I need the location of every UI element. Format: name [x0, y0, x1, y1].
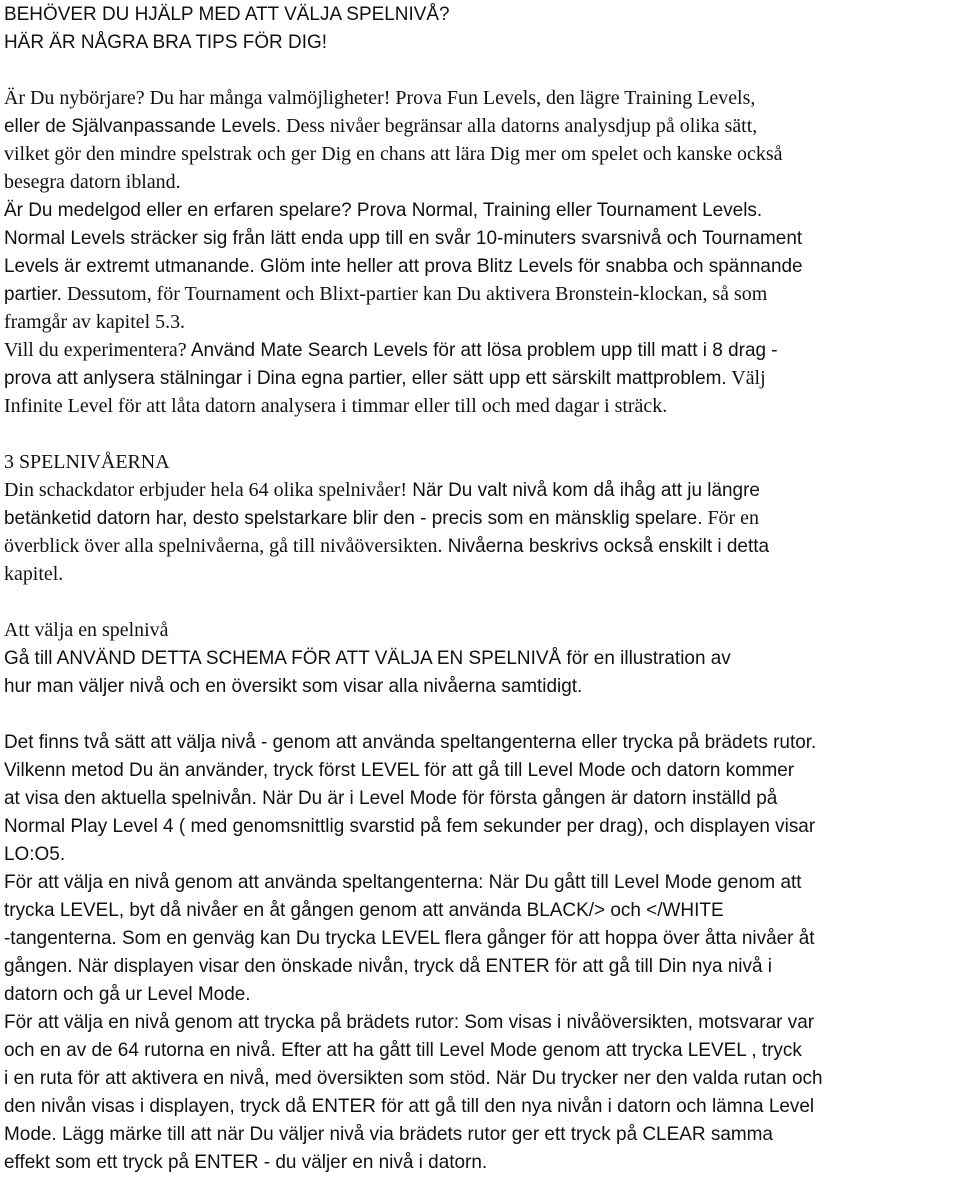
levels-heading: [4, 448, 956, 476]
board-text-5: Mode. Lägg märke till att när Du väljer nivå via brädets rutor ger ett tryck på CLEAR samma: [4, 1124, 773, 1145]
header-line-1: [4, 0, 956, 28]
keys-line-1: [4, 868, 956, 896]
intermediate-text-2: Normal Levels sträcker sig från lätt enda upp till en svår 10-minuters svarsnivå och Tournament: [4, 228, 803, 249]
document-page: [4, 0, 956, 1176]
levels-text-2b: För en: [702, 507, 759, 529]
spacer: [4, 588, 956, 616]
board-line-2: [4, 1036, 956, 1064]
experiment-line-3: [4, 392, 956, 420]
board-text-2: och en av de 64 rutorna en nivå. Efter att ha gått till Level Mode genom att trycka LEVEL , tryck: [4, 1040, 802, 1061]
intermediate-line-3: [4, 252, 956, 280]
intermediate-text-4b: Dessutom, för Tournament och Blixt-partier kan Du aktivera Bronstein-klockan, så som: [61, 283, 768, 305]
keys-line-5: [4, 980, 956, 1008]
intermediate-text-5: framgår av kapitel 5.3.: [4, 311, 186, 333]
beginner-text-1: Är Du nybörjare? Du har många valmöjligheter! Prova Fun Levels, den lägre Training Levels,: [4, 87, 756, 109]
levels-line-1: [4, 476, 956, 504]
board-text-3: i en ruta för att aktivera en nivå, med översikten som stöd. När Du trycker ner den valda rutan och: [4, 1068, 823, 1089]
levels-heading-text: 3 SPELNIVÅERNA: [4, 451, 170, 473]
experiment-text-2a: prova att anlysera stälningar i Dina egna partier, eller sätt upp ett särskilt mattproblem.: [4, 368, 727, 389]
intermediate-text-4a: partier.: [4, 284, 62, 305]
keys-text-1: För att välja en nivå genom att använda speltangenterna: När Du gått till Level Mode genom att: [4, 872, 802, 893]
spacer: [4, 56, 956, 84]
board-line-5: [4, 1120, 956, 1148]
beginner-text-4: besegra datorn ibland.: [4, 171, 181, 193]
choose-line-1: [4, 644, 956, 672]
beginner-text-2a: eller de Självanpassande Levels.: [4, 116, 282, 137]
experiment-text-1a: Vill du experimentera?: [4, 339, 187, 361]
levels-line-4: [4, 560, 956, 588]
levels-text-3b: Nivåerna beskrivs också enskilt i detta: [442, 536, 770, 557]
methods-line-3: [4, 784, 956, 812]
choose-text-2: hur man väljer nivå och en översikt som visar alla nivåerna samtidigt.: [4, 676, 583, 697]
beginner-line-1: [4, 84, 956, 112]
keys-line-4: [4, 952, 956, 980]
intermediate-line-5: [4, 308, 956, 336]
intermediate-text-3: Levels är extremt utmanande. Glöm inte heller att prova Blitz Levels för snabba och spännande: [4, 256, 803, 277]
choose-text-1: Gå till ANVÄND DETTA SCHEMA FÖR ATT VÄLJA EN SPELNIVÅ för en illustration av: [4, 648, 731, 669]
intermediate-line-4: [4, 280, 956, 308]
methods-text-2: Vilkenn metod Du än använder, tryck först LEVEL för att gå till Level Mode och datorn kommer: [4, 760, 795, 781]
experiment-text-2b: Välj: [726, 367, 766, 389]
beginner-line-2: [4, 112, 956, 140]
header-text-1: BEHÖVER DU HJÄLP MED ATT VÄLJA SPELNIVÅ?: [4, 4, 450, 25]
methods-text-3: at visa den aktuella spelnivån. När Du är i Level Mode för första gången är datorn inställd på: [4, 788, 778, 809]
board-text-6: effekt som ett tryck på ENTER - du väljer en nivå i datorn.: [4, 1152, 488, 1173]
levels-text-4: kapitel.: [4, 563, 64, 585]
spacer: [4, 420, 956, 448]
beginner-line-4: [4, 168, 956, 196]
methods-line-5: [4, 840, 956, 868]
experiment-line-2: [4, 364, 956, 392]
keys-text-5: datorn och gå ur Level Mode.: [4, 984, 251, 1005]
methods-line-2: [4, 756, 956, 784]
experiment-line-1: [4, 336, 956, 364]
keys-text-2: trycka LEVEL, byt då nivåer en åt gången genom att använda BLACK/> och </WHITE: [4, 900, 724, 921]
experiment-text-1b: Använd Mate Search Levels för att lösa problem upp till matt i 8 drag -: [186, 340, 778, 361]
spacer: [4, 700, 956, 728]
keys-line-3: [4, 924, 956, 952]
levels-text-3a: överblick över alla spelnivåerna, gå till nivåöversikten.: [4, 535, 443, 557]
levels-text-1b: När Du valt nivå kom då ihåg att ju längre: [407, 480, 760, 501]
methods-text-4: Normal Play Level 4 ( med genomsnittlig svarstid på fem sekunder per drag), och displayen visar: [4, 816, 816, 837]
board-text-4: den nivån visas i displayen, tryck då ENTER för att gå till den nya nivån i datorn och lämna Level: [4, 1096, 815, 1117]
header-text-2: HÄR ÄR NÅGRA BRA TIPS FÖR DIG!: [4, 32, 327, 53]
board-line-3: [4, 1064, 956, 1092]
beginner-line-3: [4, 140, 956, 168]
board-text-1: För att välja en nivå genom att trycka på brädets rutor: Som visas i nivåöversikten, motsvarar var: [4, 1012, 815, 1033]
choose-heading-text: Att välja en spelnivå: [4, 619, 169, 641]
header-line-2: [4, 28, 956, 56]
choose-heading: [4, 616, 956, 644]
levels-line-3: [4, 532, 956, 560]
choose-line-2: [4, 672, 956, 700]
intermediate-line-1: [4, 196, 956, 224]
board-line-6: [4, 1148, 956, 1176]
keys-text-4: gången. När displayen visar den önskade nivån, tryck då ENTER för att gå till Din nya nivå i: [4, 956, 772, 977]
keys-text-3: -tangenterna. Som en genväg kan Du trycka LEVEL flera gånger för att hoppa över åtta nivåer åt: [4, 928, 815, 949]
intermediate-text-1: Är Du medelgod eller en erfaren spelare? Prova Normal, Training eller Tournament Levels.: [4, 200, 763, 221]
board-line-1: [4, 1008, 956, 1036]
beginner-text-2b: Dess nivåer begränsar alla datorns analysdjup på olika sätt,: [281, 115, 758, 137]
methods-line-4: [4, 812, 956, 840]
methods-text-1: Det finns två sätt att välja nivå - genom att använda speltangenterna eller trycka på brädets rutor.: [4, 732, 817, 753]
experiment-text-3: Infinite Level för att låta datorn analysera i timmar eller till och med dagar i sträck.: [4, 395, 668, 417]
levels-text-1a: Din schackdator erbjuder hela 64 olika spelnivåer!: [4, 479, 408, 501]
board-line-4: [4, 1092, 956, 1120]
methods-line-1: [4, 728, 956, 756]
levels-text-2a: betänketid datorn har, desto spelstarkare blir den - precis som en mänsklig spelare.: [4, 508, 703, 529]
beginner-text-3: vilket gör den mindre spelstrak och ger Dig en chans att lära Dig mer om spelet och kanske också: [4, 143, 783, 165]
keys-line-2: [4, 896, 956, 924]
methods-text-5: LO:O5.: [4, 844, 66, 865]
intermediate-line-2: [4, 224, 956, 252]
levels-line-2: [4, 504, 956, 532]
